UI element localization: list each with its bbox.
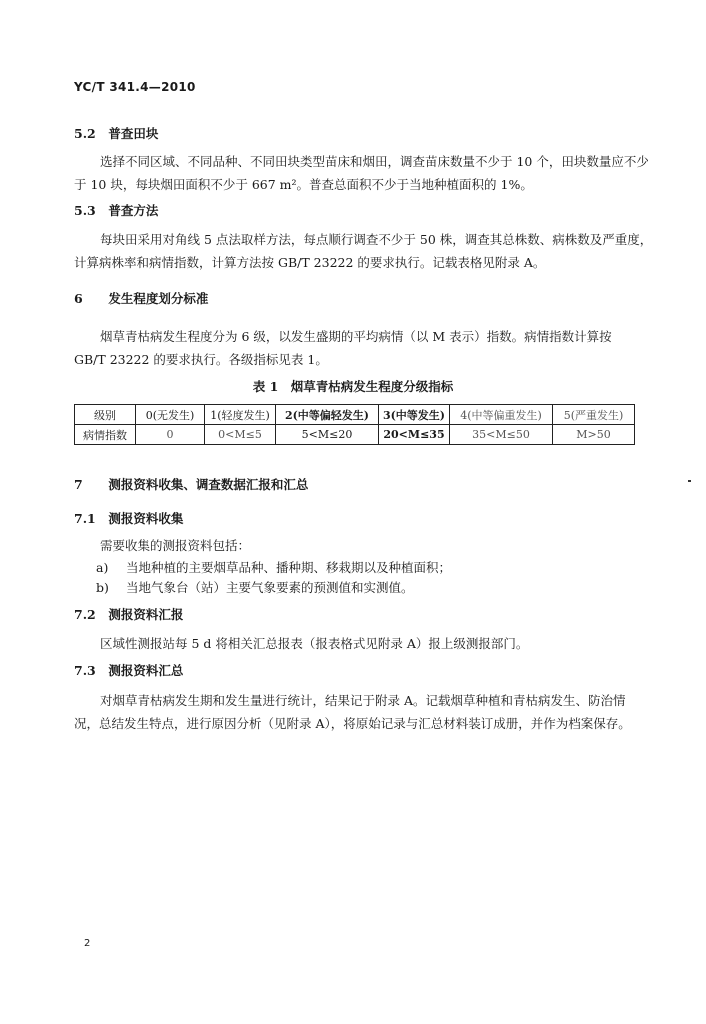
level-cell: 2(中等偏轻发生) xyxy=(276,405,379,425)
list-marker: b) xyxy=(96,580,109,595)
scan-speck xyxy=(688,480,691,482)
page-number: 2 xyxy=(84,938,91,949)
section-7-1-heading xyxy=(74,509,183,527)
standard-header: YC/T 341.4—2010 xyxy=(74,80,196,94)
section-title: 测报资料收集 xyxy=(108,511,184,526)
level-cell: 0(无发生) xyxy=(136,405,205,425)
section-title: 测报资料汇总 xyxy=(108,663,184,678)
section-5-3-heading xyxy=(74,201,158,219)
level-cell: 1(轻度发生) xyxy=(205,405,276,425)
paragraph-6-line-1: 烟草青枯病发生程度分为 6 级，以发生盛期的平均病情（以 M 表示）指数。病情指数计算按 xyxy=(100,329,612,344)
paragraph-7-3-line-2: 况，总结发生特点，进行原因分析（见附录 A），将原始记录与汇总材料装订成册，并作为档案保存。 xyxy=(74,716,631,731)
table-row xyxy=(75,405,635,425)
section-7-2-heading xyxy=(74,605,183,623)
paragraph-6-line-2: GB/T 23222 的要求执行。各级指标见表 1。 xyxy=(74,352,328,367)
section-5-2-heading xyxy=(74,124,158,142)
section-7-heading xyxy=(74,475,308,493)
level-cell: 4(中等偏重发生) xyxy=(450,405,553,425)
severity-table xyxy=(74,404,635,445)
paragraph-7-2: 区域性测报站每 5 d 将相关汇总报表（报表格式见附录 A）报上级测报部门。 xyxy=(100,636,529,651)
index-cell: 0 xyxy=(136,425,205,445)
section-title: 测报资料汇报 xyxy=(108,607,184,622)
table-row xyxy=(75,425,635,445)
section-number: 6 xyxy=(74,291,83,306)
list-marker: a) xyxy=(96,560,109,575)
table-caption: 表 1 烟草青枯病发生程度分级指标 xyxy=(252,379,454,394)
paragraph-5-2-line-1: 选择不同区域、不同品种、不同田块类型苗床和烟田，调查苗床数量不少于 10 个，田块数量应不少 xyxy=(100,154,649,169)
row-label-index: 病情指数 xyxy=(75,425,136,445)
section-number: 7 xyxy=(74,477,83,492)
section-number: 5.3 xyxy=(74,203,96,218)
paragraph-5-3-line-2: 计算病株率和病情指数，计算方法按 GB/T 23222 的要求执行。记载表格见附录 A。 xyxy=(74,255,546,270)
index-cell: 20<M≤35 xyxy=(379,425,450,445)
index-cell: M>50 xyxy=(553,425,635,445)
index-cell: 5<M≤20 xyxy=(276,425,379,445)
row-label-level: 级别 xyxy=(75,405,136,425)
section-number: 7.2 xyxy=(74,607,96,622)
section-title: 普查田块 xyxy=(108,126,159,141)
section-number: 7.3 xyxy=(74,663,96,678)
section-6-heading xyxy=(74,289,208,307)
index-cell: 35<M≤50 xyxy=(450,425,553,445)
paragraph-5-2-line-2: 于 10 块，每块烟田面积不少于 667 m²。普查总面积不少于当地种植面积的 1%。 xyxy=(74,177,533,192)
section-title: 测报资料收集、调查数据汇报和汇总 xyxy=(108,477,309,492)
paragraph-5-3-line-1: 每块田采用对角线 5 点法取样方法，每点顺行调查不少于 50 株，调查其总株数、病株数及严重度， xyxy=(100,232,653,247)
level-cell: 5(严重发生) xyxy=(553,405,635,425)
section-7-3-heading xyxy=(74,661,183,679)
list-item xyxy=(96,558,451,576)
level-cell: 3(中等发生) xyxy=(379,405,450,425)
section-title: 发生程度划分标准 xyxy=(108,291,209,306)
list-item xyxy=(96,578,414,596)
list-item-text: 当地气象台（站）主要气象要素的预测值和实测值。 xyxy=(125,580,414,595)
paragraph-7-3-line-1: 对烟草青枯病发生期和发生量进行统计，结果记于附录 A。记载烟草种植和青枯病发生、防治情 xyxy=(100,693,626,708)
index-cell: 0<M≤5 xyxy=(205,425,276,445)
section-number: 7.1 xyxy=(74,511,96,526)
paragraph-7-1-intro: 需要收集的测报资料包括： xyxy=(100,538,251,553)
list-item-text: 当地种植的主要烟草品种、播种期、移栽期以及种植面积； xyxy=(125,560,451,575)
section-number: 5.2 xyxy=(74,126,96,141)
section-title: 普查方法 xyxy=(108,203,159,218)
